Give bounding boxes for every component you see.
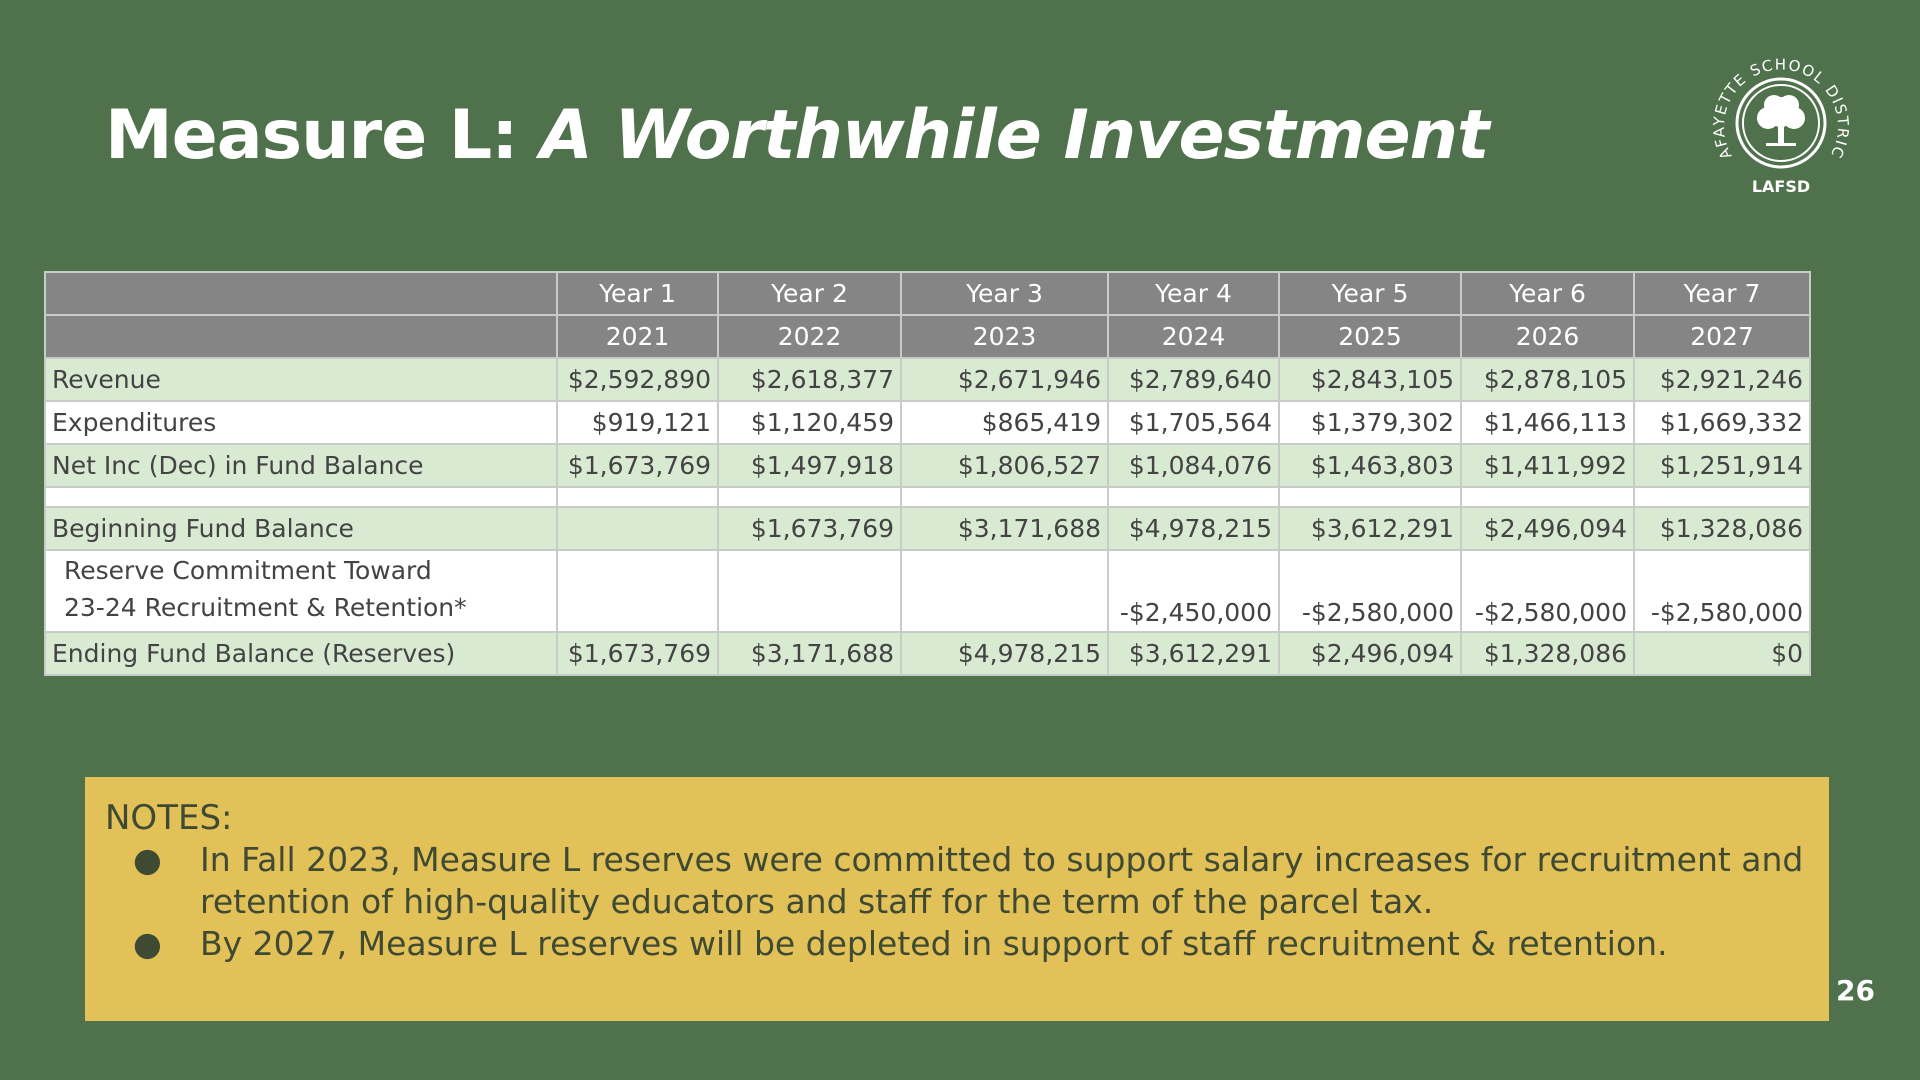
table-cell: $1,669,332 [1634,401,1810,444]
spacer-cell [718,487,901,507]
row-beginning-balance [45,507,1810,550]
header-blank-cell [45,315,557,358]
table-cell: $2,496,094 [1461,507,1634,550]
header-row-calendar [45,315,1810,358]
row-label: Beginning Fund Balance [45,507,557,550]
notes-item [105,839,1809,923]
table-cell: $1,806,527 [901,444,1108,487]
table-cell [901,550,1108,632]
spacer-cell [1634,487,1810,507]
table-cell: $1,411,992 [1461,444,1634,487]
table-cell [557,550,718,632]
row-label: Net Inc (Dec) in Fund Balance [45,444,557,487]
header-year: Year 3 [901,272,1108,315]
table-cell: $919,121 [557,401,718,444]
title-emphasis: A Worthwhile Investment [540,96,1489,175]
spacer-cell [45,487,557,507]
table-cell: -$2,580,000 [1461,550,1634,632]
table-cell: $4,978,215 [901,632,1108,675]
table-cell: $0 [1634,632,1810,675]
header-calendar-year: 2024 [1108,315,1279,358]
oak-tree-icon [1757,95,1805,146]
spacer-cell [557,487,718,507]
row-revenue [45,358,1810,401]
table-cell: $2,671,946 [901,358,1108,401]
slide-title [105,96,1489,175]
header-year: Year 5 [1279,272,1461,315]
table-cell: $1,328,086 [1634,507,1810,550]
table-cell: $3,171,688 [901,507,1108,550]
table-cell: $2,592,890 [557,358,718,401]
table-cell: $2,843,105 [1279,358,1461,401]
table-cell: $4,978,215 [1108,507,1279,550]
table-cell: $1,251,914 [1634,444,1810,487]
header-calendar-year: 2023 [901,315,1108,358]
row-label: Ending Fund Balance (Reserves) [45,632,557,675]
table-cell: $1,120,459 [718,401,901,444]
table-cell: $3,612,291 [1279,507,1461,550]
table-cell: -$2,580,000 [1634,550,1810,632]
district-logo [1700,42,1862,204]
spacer-cell [1461,487,1634,507]
table-cell: $2,618,377 [718,358,901,401]
header-calendar-year: 2026 [1461,315,1634,358]
table-cell: $3,612,291 [1108,632,1279,675]
spacer-cell [901,487,1108,507]
notes-item [105,923,1809,965]
spacer-row [45,487,1810,507]
header-year: Year 4 [1108,272,1279,315]
row-label: Expenditures [45,401,557,444]
row-label: Revenue [45,358,557,401]
row-label-line: 23-24 Recruitment & Retention* [64,593,467,622]
header-row-years [45,272,1810,315]
notes-item-text: By 2027, Measure L reserves will be depleted in support of staff recruitment & retention. [200,924,1668,963]
table-cell: $3,171,688 [718,632,901,675]
header-calendar-year: 2025 [1279,315,1461,358]
logo-arc-text: AFAYETTE SCHOOL DISTRIC [1709,55,1853,163]
table-cell: $1,466,113 [1461,401,1634,444]
header-year: Year 6 [1461,272,1634,315]
table-cell: $1,084,076 [1108,444,1279,487]
table-cell: $2,496,094 [1279,632,1461,675]
row-reserve-commitment [45,550,1810,632]
table-cell: $2,921,246 [1634,358,1810,401]
header-year: Year 1 [557,272,718,315]
header-year: Year 7 [1634,272,1810,315]
table-cell [718,550,901,632]
bullet-icon: ● [133,924,162,963]
header-calendar-year: 2021 [557,315,718,358]
budget-table [44,271,1811,676]
table-cell [557,507,718,550]
spacer-cell [1108,487,1279,507]
row-ending-balance [45,632,1810,675]
table-cell: $1,328,086 [1461,632,1634,675]
table-cell: $1,497,918 [718,444,901,487]
logo-abbr: LAFSD [1751,177,1811,196]
table-cell: $1,705,564 [1108,401,1279,444]
row-label [45,550,557,632]
notes-heading: NOTES: [105,798,233,838]
table-cell: $1,463,803 [1279,444,1461,487]
table-cell: $1,673,769 [718,507,901,550]
table-cell: $1,673,769 [557,632,718,675]
bullet-icon: ● [133,840,162,879]
table-cell: $2,789,640 [1108,358,1279,401]
notes-list [105,839,1809,965]
page-number: 26 [1836,974,1875,1007]
row-net-change [45,444,1810,487]
row-label-line: Reserve Commitment Toward [64,556,432,585]
header-blank-cell [45,272,557,315]
spacer-cell [1279,487,1461,507]
table-cell: -$2,580,000 [1279,550,1461,632]
notes-box [85,777,1829,1021]
title-prefix: Measure L: [105,96,518,175]
table-cell: $865,419 [901,401,1108,444]
table-cell: -$2,450,000 [1108,550,1279,632]
header-year: Year 2 [718,272,901,315]
table-cell: $1,673,769 [557,444,718,487]
table-cell: $2,878,105 [1461,358,1634,401]
table-cell: $1,379,302 [1279,401,1461,444]
notes-item-text: In Fall 2023, Measure L reserves were committed to support salary increases for recruitment and retention of high-quality educators and staff for the term of the parcel tax. [200,840,1804,921]
row-expenditures [45,401,1810,444]
header-calendar-year: 2027 [1634,315,1810,358]
header-calendar-year: 2022 [718,315,901,358]
